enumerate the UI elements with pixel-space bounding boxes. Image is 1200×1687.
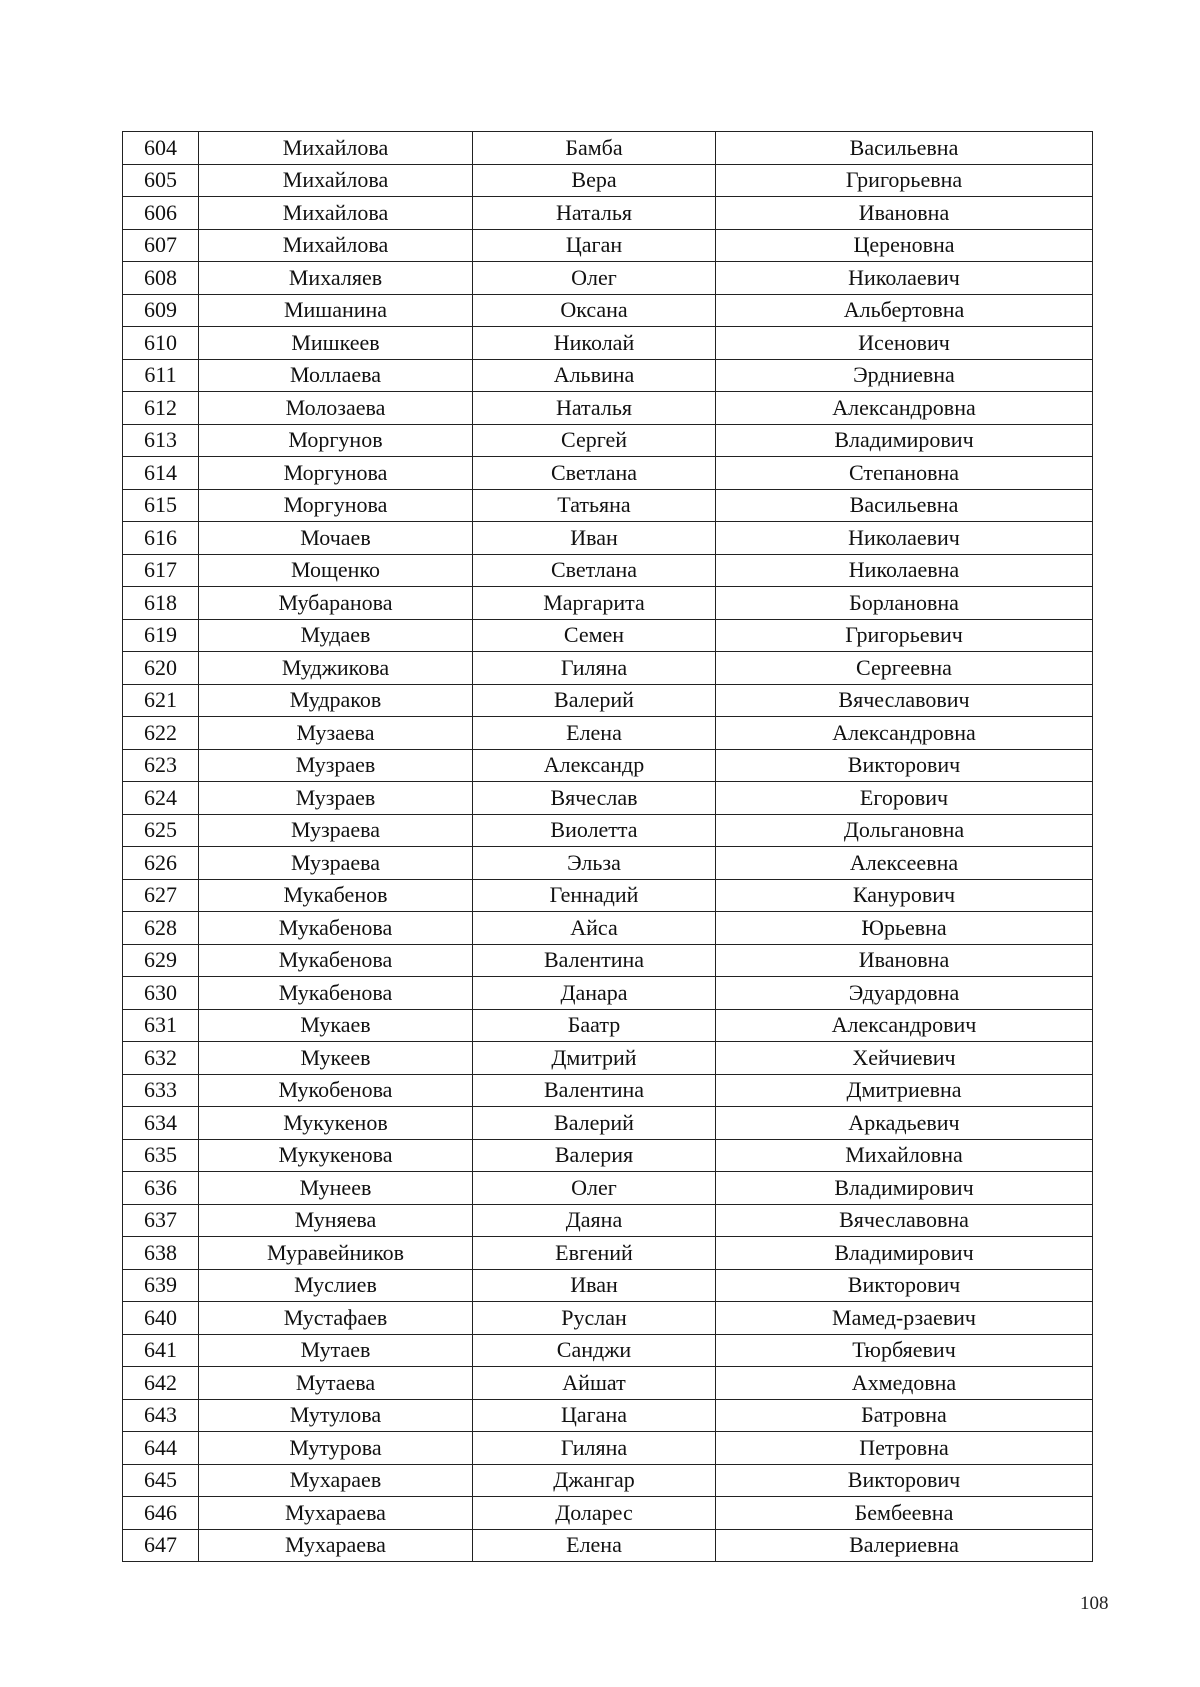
first-name-cell: Виолетта [473,814,716,847]
first-name-cell: Даяна [473,1204,716,1237]
row-number-cell: 611 [123,359,199,392]
table-row [123,912,1093,945]
first-name-cell: Валерия [473,1139,716,1172]
row-number-cell: 637 [123,1204,199,1237]
row-number-cell: 612 [123,392,199,425]
table-row [123,522,1093,555]
table-row [123,684,1093,717]
table-row [123,879,1093,912]
first-name-cell: Сергей [473,424,716,457]
last-name-cell: Молозаева [199,392,473,425]
first-name-cell: Евгений [473,1237,716,1270]
first-name-cell: Иван [473,1269,716,1302]
table-row [123,1497,1093,1530]
row-number-cell: 609 [123,294,199,327]
first-name-cell: Вера [473,164,716,197]
row-number-cell: 623 [123,749,199,782]
last-name-cell: Муняева [199,1204,473,1237]
first-name-cell: Цагана [473,1399,716,1432]
patronymic-cell: Ивановна [716,197,1093,230]
patronymic-cell: Вячеславович [716,684,1093,717]
row-number-cell: 624 [123,782,199,815]
patronymic-cell: Мамед-рзаевич [716,1302,1093,1335]
patronymic-cell: Алексеевна [716,847,1093,880]
patronymic-cell: Викторович [716,749,1093,782]
table-row [123,489,1093,522]
patronymic-cell: Александровна [716,717,1093,750]
row-number-cell: 632 [123,1042,199,1075]
patronymic-cell: Михайловна [716,1139,1093,1172]
row-number-cell: 613 [123,424,199,457]
table-row [123,652,1093,685]
patronymic-cell: Викторович [716,1269,1093,1302]
last-name-cell: Мукукенова [199,1139,473,1172]
last-name-cell: Михайлова [199,229,473,262]
table-row [123,327,1093,360]
patronymic-cell: Викторович [716,1464,1093,1497]
patronymic-cell: Эрдниевна [716,359,1093,392]
row-number-cell: 640 [123,1302,199,1335]
first-name-cell: Гиляна [473,652,716,685]
row-number-cell: 643 [123,1399,199,1432]
row-number-cell: 621 [123,684,199,717]
patronymic-cell: Григорьевич [716,619,1093,652]
last-name-cell: Михайлова [199,132,473,165]
patronymic-cell: Бембеевна [716,1497,1093,1530]
row-number-cell: 636 [123,1172,199,1205]
first-name-cell: Наталья [473,392,716,425]
first-name-cell: Айшат [473,1367,716,1400]
row-number-cell: 641 [123,1334,199,1367]
first-name-cell: Доларес [473,1497,716,1530]
first-name-cell: Александр [473,749,716,782]
last-name-cell: Мухараева [199,1497,473,1530]
last-name-cell: Мудаев [199,619,473,652]
row-number-cell: 642 [123,1367,199,1400]
last-name-cell: Музраева [199,814,473,847]
last-name-cell: Михайлова [199,197,473,230]
table-row [123,977,1093,1010]
row-number-cell: 607 [123,229,199,262]
row-number-cell: 616 [123,522,199,555]
patronymic-cell: Дольгановна [716,814,1093,847]
row-number-cell: 608 [123,262,199,295]
patronymic-cell: Эдуардовна [716,977,1093,1010]
first-name-cell: Семен [473,619,716,652]
table-row [123,132,1093,165]
table-row [123,1107,1093,1140]
table-row [123,1464,1093,1497]
patronymic-cell: Дмитриевна [716,1074,1093,1107]
row-number-cell: 645 [123,1464,199,1497]
table-row [123,424,1093,457]
table-row [123,164,1093,197]
patronymic-cell: Ахмедовна [716,1367,1093,1400]
patronymic-cell: Александрович [716,1009,1093,1042]
first-name-cell: Гиляна [473,1432,716,1465]
patronymic-cell: Юрьевна [716,912,1093,945]
last-name-cell: Мукукенов [199,1107,473,1140]
row-number-cell: 610 [123,327,199,360]
patronymic-cell: Канурович [716,879,1093,912]
last-name-cell: Мукобенова [199,1074,473,1107]
first-name-cell: Наталья [473,197,716,230]
last-name-cell: Мутурова [199,1432,473,1465]
table-row [123,847,1093,880]
first-name-cell: Айса [473,912,716,945]
last-name-cell: Музаева [199,717,473,750]
first-name-cell: Маргарита [473,587,716,620]
table-row [123,1009,1093,1042]
row-number-cell: 638 [123,1237,199,1270]
first-name-cell: Татьяна [473,489,716,522]
table-row [123,717,1093,750]
last-name-cell: Мукеев [199,1042,473,1075]
first-name-cell: Светлана [473,554,716,587]
patronymic-cell: Григорьевна [716,164,1093,197]
first-name-cell: Руслан [473,1302,716,1335]
row-number-cell: 619 [123,619,199,652]
table-row [123,782,1093,815]
patronymic-cell: Альбертовна [716,294,1093,327]
patronymic-cell: Владимирович [716,424,1093,457]
first-name-cell: Данара [473,977,716,1010]
table-row [123,814,1093,847]
name-list-table [122,131,1093,1562]
last-name-cell: Мукабенова [199,977,473,1010]
row-number-cell: 631 [123,1009,199,1042]
table-row [123,1367,1093,1400]
table-row [123,619,1093,652]
first-name-cell: Валентина [473,1074,716,1107]
last-name-cell: Мутаев [199,1334,473,1367]
last-name-cell: Моргунова [199,457,473,490]
last-name-cell: Мочаев [199,522,473,555]
last-name-cell: Мукаев [199,1009,473,1042]
first-name-cell: Альвина [473,359,716,392]
table-row [123,1237,1093,1270]
table-row [123,944,1093,977]
table-row [123,1139,1093,1172]
table-row [123,749,1093,782]
patronymic-cell: Николаевич [716,262,1093,295]
table-row [123,1269,1093,1302]
table-row [123,457,1093,490]
last-name-cell: Моллаева [199,359,473,392]
last-name-cell: Муслиев [199,1269,473,1302]
patronymic-cell: Васильевна [716,132,1093,165]
first-name-cell: Светлана [473,457,716,490]
first-name-cell: Николай [473,327,716,360]
first-name-cell: Баатр [473,1009,716,1042]
row-number-cell: 620 [123,652,199,685]
table-row [123,1334,1093,1367]
row-number-cell: 629 [123,944,199,977]
row-number-cell: 605 [123,164,199,197]
first-name-cell: Джангар [473,1464,716,1497]
table-row [123,587,1093,620]
row-number-cell: 606 [123,197,199,230]
patronymic-cell: Владимирович [716,1172,1093,1205]
patronymic-cell: Николаевич [716,522,1093,555]
first-name-cell: Санджи [473,1334,716,1367]
row-number-cell: 626 [123,847,199,880]
patronymic-cell: Вячеславовна [716,1204,1093,1237]
last-name-cell: Мукабенов [199,879,473,912]
row-number-cell: 634 [123,1107,199,1140]
last-name-cell: Михайлова [199,164,473,197]
first-name-cell: Валерий [473,684,716,717]
row-number-cell: 614 [123,457,199,490]
patronymic-cell: Валериевна [716,1529,1093,1562]
last-name-cell: Музраев [199,749,473,782]
row-number-cell: 625 [123,814,199,847]
table-row [123,1529,1093,1562]
patronymic-cell: Александровна [716,392,1093,425]
row-number-cell: 647 [123,1529,199,1562]
row-number-cell: 628 [123,912,199,945]
patronymic-cell: Исенович [716,327,1093,360]
patronymic-cell: Егорович [716,782,1093,815]
first-name-cell: Бамба [473,132,716,165]
first-name-cell: Елена [473,1529,716,1562]
table-row [123,1399,1093,1432]
last-name-cell: Мутаева [199,1367,473,1400]
patronymic-cell: Ивановна [716,944,1093,977]
first-name-cell: Валентина [473,944,716,977]
first-name-cell: Дмитрий [473,1042,716,1075]
last-name-cell: Мубаранова [199,587,473,620]
table-row [123,1302,1093,1335]
last-name-cell: Мукабенова [199,944,473,977]
row-number-cell: 635 [123,1139,199,1172]
row-number-cell: 644 [123,1432,199,1465]
first-name-cell: Олег [473,1172,716,1205]
table-row [123,294,1093,327]
row-number-cell: 618 [123,587,199,620]
last-name-cell: Мухараев [199,1464,473,1497]
patronymic-cell: Николаевна [716,554,1093,587]
patronymic-cell: Петровна [716,1432,1093,1465]
last-name-cell: Мутулова [199,1399,473,1432]
table-row [123,262,1093,295]
table-row [123,554,1093,587]
table-row [123,359,1093,392]
row-number-cell: 639 [123,1269,199,1302]
last-name-cell: Мощенко [199,554,473,587]
last-name-cell: Моргунов [199,424,473,457]
table-row [123,1042,1093,1075]
last-name-cell: Мустафаев [199,1302,473,1335]
row-number-cell: 630 [123,977,199,1010]
table-row [123,1204,1093,1237]
patronymic-cell: Борлановна [716,587,1093,620]
last-name-cell: Музраева [199,847,473,880]
last-name-cell: Муравейников [199,1237,473,1270]
last-name-cell: Мукабенова [199,912,473,945]
last-name-cell: Мунеев [199,1172,473,1205]
patronymic-cell: Степановна [716,457,1093,490]
first-name-cell: Цаган [473,229,716,262]
row-number-cell: 615 [123,489,199,522]
patronymic-cell: Батровна [716,1399,1093,1432]
page-number: 108 [1080,1593,1109,1614]
last-name-cell: Мишанина [199,294,473,327]
patronymic-cell: Владимирович [716,1237,1093,1270]
patronymic-cell: Хейчиевич [716,1042,1093,1075]
table-row [123,197,1093,230]
first-name-cell: Вячеслав [473,782,716,815]
last-name-cell: Мудраков [199,684,473,717]
table-row [123,1432,1093,1465]
last-name-cell: Михаляев [199,262,473,295]
table-row [123,1074,1093,1107]
patronymic-cell: Цереновна [716,229,1093,262]
first-name-cell: Эльза [473,847,716,880]
row-number-cell: 633 [123,1074,199,1107]
last-name-cell: Моргунова [199,489,473,522]
row-number-cell: 622 [123,717,199,750]
patronymic-cell: Тюрбяевич [716,1334,1093,1367]
table-row [123,1172,1093,1205]
patronymic-cell: Васильевна [716,489,1093,522]
first-name-cell: Иван [473,522,716,555]
row-number-cell: 604 [123,132,199,165]
row-number-cell: 617 [123,554,199,587]
last-name-cell: Муджикова [199,652,473,685]
patronymic-cell: Сергеевна [716,652,1093,685]
last-name-cell: Музраев [199,782,473,815]
last-name-cell: Мишкеев [199,327,473,360]
first-name-cell: Олег [473,262,716,295]
table-row [123,392,1093,425]
table-row [123,229,1093,262]
first-name-cell: Валерий [473,1107,716,1140]
first-name-cell: Оксана [473,294,716,327]
patronymic-cell: Аркадьевич [716,1107,1093,1140]
first-name-cell: Елена [473,717,716,750]
row-number-cell: 627 [123,879,199,912]
name-list-body [123,132,1093,1562]
last-name-cell: Мухараева [199,1529,473,1562]
row-number-cell: 646 [123,1497,199,1530]
first-name-cell: Геннадий [473,879,716,912]
